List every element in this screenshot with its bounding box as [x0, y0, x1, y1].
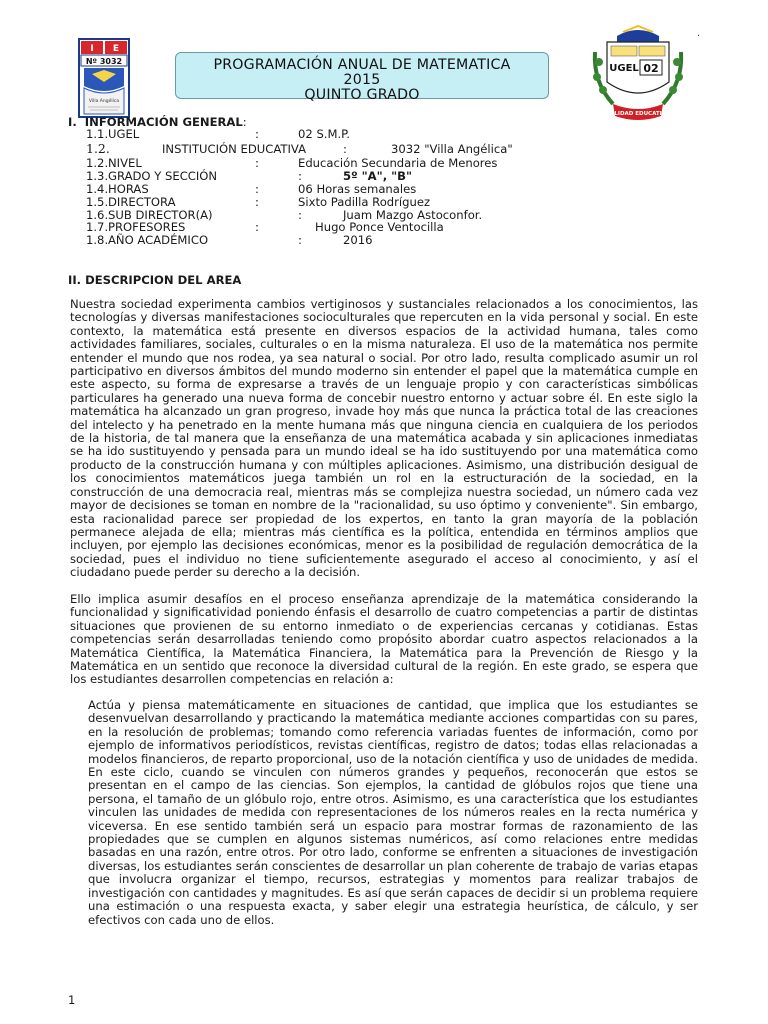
info-row-number: 1.2.: [86, 156, 109, 170]
seal-word: UGEL: [609, 63, 639, 74]
info-row-value: 5º "A", "B": [343, 169, 413, 183]
info-row-number: 1.4.: [86, 182, 109, 196]
section2-heading: II. DESCRIPCION DEL AREA: [68, 273, 242, 287]
info-row-colon: :: [298, 233, 302, 247]
info-row-number: 1.8.: [86, 233, 109, 247]
info-row-label: INSTITUCIÓN EDUCATIVA: [162, 142, 307, 156]
info-row-value: 02 S.M.P.: [298, 127, 351, 141]
info-row-colon: :: [255, 220, 259, 234]
info-row-label: PROFESORES: [108, 220, 186, 234]
info-row-value: 06 Horas semanales: [298, 182, 417, 196]
info-row-colon: :: [255, 195, 259, 209]
section1-heading-number: I.: [68, 115, 77, 129]
title-box: [175, 52, 549, 103]
info-row-colon: :: [298, 208, 302, 222]
info-row-value: 3032 "Villa Angélica": [391, 142, 513, 156]
info-row-value: Sixto Padilla Rodríguez: [298, 195, 431, 209]
info-row-number: 1.2.: [86, 141, 110, 156]
seal-ribbon-text: CALIDAD EDUCATIVA: [606, 111, 670, 117]
info-row-number: 1.3.: [86, 169, 109, 183]
info-row-ugel: [0, 128, 768, 141]
info-row-number: 1.6.: [86, 208, 109, 222]
corner-mark: .: [697, 28, 701, 39]
section1-heading-colon: :: [242, 115, 247, 129]
info-row-number: 1.5.: [86, 195, 109, 209]
info-row-value: Hugo Ponce Ventocilla: [315, 220, 444, 234]
page-number: 1: [68, 993, 76, 1007]
logo-letter-i: I: [90, 44, 94, 54]
title-line-1: PROGRAMACIÓN ANUAL DE MATEMATICA: [213, 57, 511, 73]
info-row-colon: :: [255, 156, 259, 170]
info-row-value: Educación Secundaria de Menores: [298, 156, 498, 170]
info-row-institucion: [0, 143, 768, 156]
info-row-label: HORAS: [108, 182, 149, 196]
logo-letter-e: E: [112, 44, 120, 54]
info-row-colon: :: [343, 142, 347, 156]
info-row-value: Juam Mazgo Astoconfor.: [343, 208, 483, 222]
info-row-anio: [0, 234, 768, 247]
info-row-number: 1.1.: [86, 127, 109, 141]
info-row-label: DIRECTORA: [108, 195, 176, 209]
info-row-colon: :: [255, 127, 259, 141]
ugel-seal-logo: [587, 22, 689, 122]
title-line-2: 2015: [343, 72, 381, 88]
seal-number: 02: [643, 62, 659, 75]
info-row-label: SUB DIRECTOR(A): [108, 208, 213, 222]
info-row-label: GRADO Y SECCIÓN: [108, 169, 218, 183]
info-row-label: UGEL: [108, 127, 140, 141]
info-row-colon: :: [298, 169, 302, 183]
title-line-3: QUINTO GRADO: [304, 87, 420, 103]
logo-caption: Villa Angélica: [88, 99, 120, 104]
description-paragraph-3: Actúa y piensa matemáticamente en situaciones de cantidad, que implica que los estudiantes se desenvuelvan desarrollando y practicando la matemática mediante acciones compartidas con su pares, en la resolución de problemas; tomando como referencia variadas fuentes de información, como por ejemplo de informativos periodísticos, revistas científicas, registro de datos; todas ellas relacionadas a modelos financieros, de reparto proporcional, uso de la notación científica y uso de unidades de medida. En este ciclo, cuando se vinculen con números grandes y pequeños, reconocerán que estos se presentan en el campo de las ciencias. Son ejemplos, la cantidad de glóbulos rojos que tiene una persona, el tamaño de un glóbulo rojo, entre otros. Asimismo, es una característica que los estudiantes vinculen las unidades de medida con representaciones de los números reales en la recta numérica y viceversa. En ese sentido también será un espacio para mostrar formas de razonamiento de las propiedades que se cumplen en algunos sistemas numéricos, así como relaciones entre medidas basadas en una razón, entre otros. Por otro lado, conforme se enfrenten a situaciones de investigación diversas, los estudiantes serán conscientes de desarrollar un plan coherente de trabajo de varias etapas que involucra organizar el tiempo, recursos, estrategias y momentos para realizar trabajos de investigación con cantidades y magnitudes. Es así que serán capaces de decidir si un problema requiere una estimación o una respuesta exacta, y saber elegir una estrategia heurística, de cálculo, y ser efectivos con cada uno de ellos.: [88, 698, 698, 927]
info-row-value: 2016: [343, 233, 373, 247]
description-paragraph-1: Nuestra sociedad experimenta cambios vertiginosos y sustanciales relacionados a los conocimientos, las tecnologías y diversas manifestaciones socioculturales que repercuten en la vida personal y social. En este contexto, la matemática está presente en diversos espacios de la actividad humana, tales como actividades familiares, sociales, culturales o en la misma naturaleza. El uso de la matemática nos permite entender el mundo que nos rodea, ya sea natural o social. Por otro lado, resulta complicado asumir un rol participativo en diversos ámbitos del mundo moderno sin entender el papel que la matemática cumple en este aspecto, su forma de expresarse a través de un lenguaje propio y con características simbólicas particulares ha generado una nueva forma de concebir nuestro entorno y actuar sobre él. En este siglo la matemática ha alcanzado un gran progreso, invade hoy más que nunca la práctica total de las creaciones del intelecto y ha penetrado en la mente humana más que ninguna ciencia en cualquiera de los periodos de la historia, de tal manera que la enseñanza de una matemática acabada y sin aplicaciones inmediatas se ha ido sustituyendo y pensada para un mundo ideal se ha ido sustituyendo por una matemática como producto de la construcción humana y con múltiples aplicaciones. Asimismo, una distribución desigual de los conocimientos matemáticos juega también un rol en la estructuración de la sociedad, en la construcción de una democracia real, mientras más se complejiza nuestra sociedad, un número cada vez mayor de decisiones se toman en nombre de la "racionalidad, su uso óptimo y conveniente". Sin embargo, esta racionalidad parece ser propiedad de los expertos, en tanto la gran mayoría de la población permanece alejada de ella; mientras más científica es la política, entendida en términos amplios que incluyen, por ejemplo las decisiones económicas, menor es la posibilidad de regulación democrática de la sociedad, pues el individuo no tiene suficientemente asegurado el acceso al conocimiento, y así el ciudadano puede perder su derecho a la decisión.: [70, 297, 698, 580]
info-row-number: 1.7.: [86, 220, 109, 234]
logo-number: Nº 3032: [85, 57, 123, 66]
info-row-label: NIVEL: [108, 156, 142, 170]
section1-heading-text: INFORMACIÓN GENERAL: [84, 115, 243, 129]
info-row-colon: :: [255, 182, 259, 196]
school-logo: [78, 38, 130, 118]
info-row-label: AÑO ACADÉMICO: [108, 233, 209, 247]
description-paragraph-2: Ello implica asumir desafíos en el proceso enseñanza aprendizaje de la matemática considerando la funcionalidad y significatividad poniendo énfasis el desarrollo de cuatro competencias a partir de distintas situaciones que provienen de su entorno inmediato o de experiencias cercanas y cotidianas. Estas competencias serán desarrolladas teniendo como propósito abordar cuatro aspectos relacionados a la Matemática Científica, la Matemática Financiera, la Matemática para la Prevención de Riesgo y la Matemática en un sentido que reconoce la diversidad cultural de la región. En este grado, se espera que los estudiantes desarrollen competencias en relación a:: [70, 592, 698, 687]
